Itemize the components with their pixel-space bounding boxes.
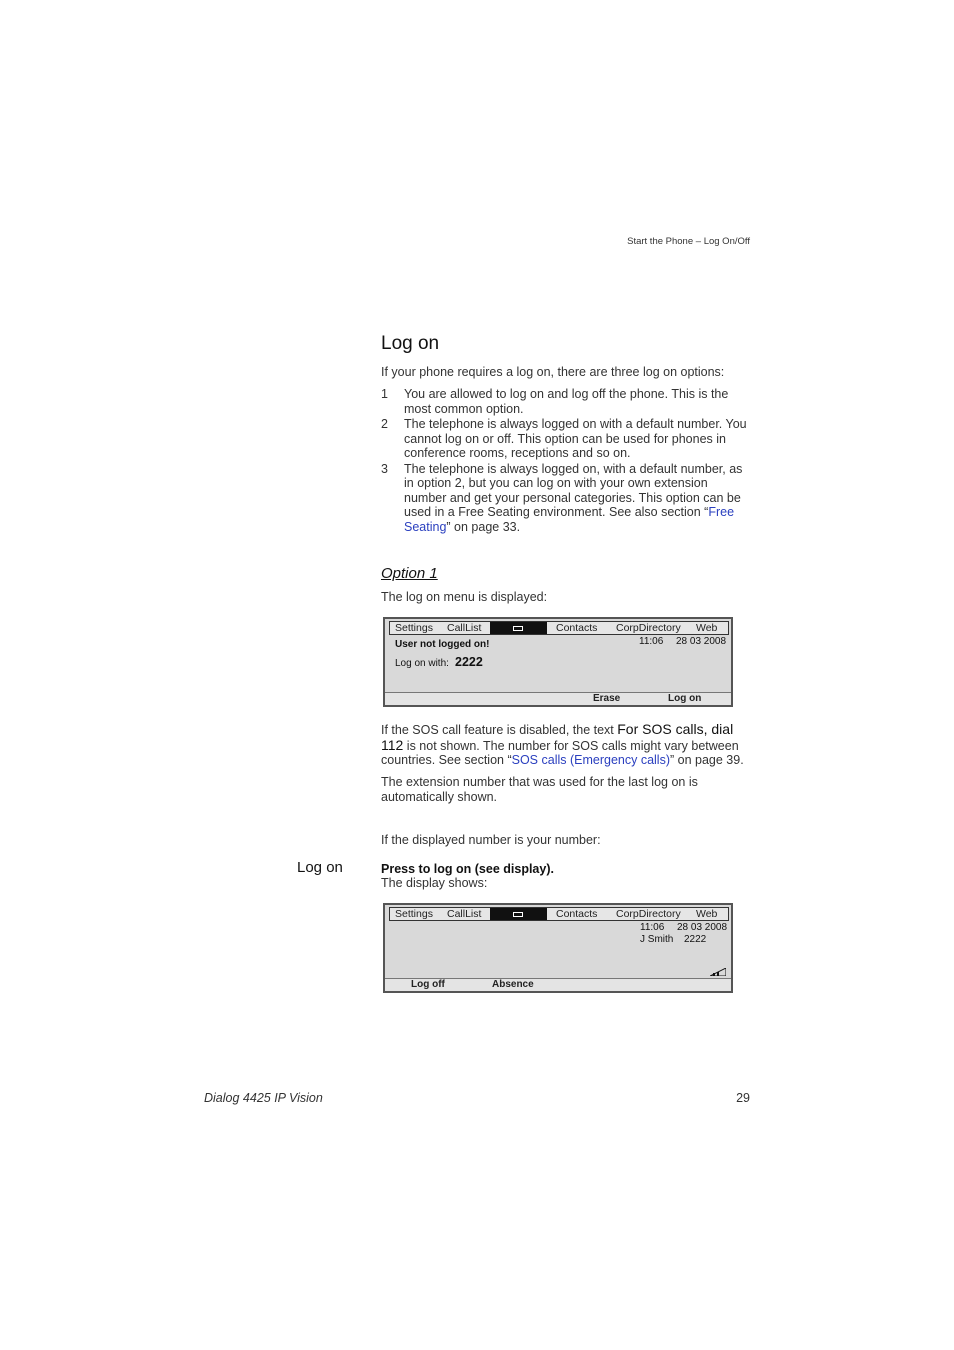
- logon-softkey[interactable]: Log on: [668, 693, 702, 704]
- tab-settings: Settings: [395, 622, 433, 634]
- list-text: [404, 462, 751, 535]
- tab-active: [490, 908, 547, 920]
- option-heading: Option 1: [381, 565, 438, 582]
- list-item: [381, 462, 751, 535]
- display-time: 11:06: [640, 922, 665, 933]
- sos-calls-link[interactable]: SOS calls (Emergency calls): [511, 753, 670, 767]
- logoff-softkey[interactable]: Log off: [411, 979, 445, 990]
- tab-settings: Settings: [395, 908, 433, 920]
- list-text-before: The telephone is always logged on, with a default number, as in option 2, but you can log on with your own extension number and get your personal categories. This option can be used in a Free Seating environment. See also section “: [404, 461, 743, 519]
- running-header: Start the Phone – Log On/Off: [627, 236, 750, 247]
- list-text: The telephone is always logged on with a default number. You cannot log on or off. This option can be used for phones in conference rooms, receptions and so on.: [404, 417, 747, 460]
- phone-icon: [513, 626, 523, 631]
- sos-text: For SOS calls, dial 112: [381, 721, 734, 753]
- tab-calllist: CallList: [447, 622, 482, 634]
- display-tab-bar: [389, 907, 729, 921]
- logon-status: User not logged on!: [395, 639, 490, 650]
- sos-note-after: ” on page 39.: [670, 753, 744, 767]
- list-text-after: ” on page 33.: [446, 519, 521, 534]
- tab-corpdirectory: CorpDirectory: [616, 908, 681, 920]
- list-item: [381, 387, 751, 416]
- phone-display-logged-on: [383, 903, 733, 993]
- phone-display-logon: [383, 617, 733, 707]
- display-tab-bar: [389, 621, 729, 635]
- free-seating-link[interactable]: Free Seating: [404, 505, 735, 534]
- sos-note-before: If the SOS call feature is disabled, the text: [381, 723, 618, 737]
- tab-contacts: Contacts: [556, 622, 598, 634]
- list-item: [381, 417, 751, 461]
- erase-softkey[interactable]: Erase: [593, 693, 621, 704]
- footer-product: Dialog 4425 IP Vision: [204, 1091, 323, 1105]
- soft-key-bar: [385, 978, 731, 991]
- logon-key-label: Log on: [297, 859, 343, 876]
- options-list: [381, 387, 751, 535]
- if-number-text: If the displayed number is your number:: [381, 833, 601, 847]
- phone-icon: [513, 912, 523, 917]
- list-number: 2: [381, 417, 388, 431]
- soft-key-bar: [385, 692, 731, 705]
- page-title: Log on: [381, 333, 440, 354]
- list-text: You are allowed to log on and log off the phone. This is the most common option.: [404, 387, 729, 416]
- page-number: 29: [736, 1091, 750, 1105]
- display-time: 11:06: [639, 636, 664, 647]
- tab-contacts: Contacts: [556, 908, 598, 920]
- list-number: 1: [381, 387, 388, 401]
- signal-icon: [710, 968, 726, 976]
- step-instruction: Press to log on (see display).: [381, 862, 554, 876]
- tab-web: Web: [696, 908, 718, 920]
- list-number: 3: [381, 461, 388, 476]
- display-date: 28 03 2008: [676, 636, 727, 647]
- step-result: The display shows:: [381, 876, 488, 890]
- extension-note: The extension number that was used for the last log on is automatically shown.: [381, 775, 698, 804]
- sos-note: [381, 722, 751, 768]
- display-number: 2222: [684, 934, 707, 945]
- display-date: 28 03 2008: [677, 922, 728, 933]
- absence-softkey[interactable]: Absence: [492, 979, 534, 990]
- intro-text: If your phone requires a log on, there are three log on options:: [381, 365, 725, 379]
- sos-note-middle: is not shown. The number for SOS calls might vary between countries. See section “: [381, 738, 739, 767]
- tab-web: Web: [696, 622, 718, 634]
- display-user: J Smith: [640, 934, 674, 945]
- tab-active: [490, 622, 547, 634]
- logon-number: 2222: [455, 655, 483, 669]
- menu-shown-text: The log on menu is displayed:: [381, 590, 548, 604]
- tab-calllist: CallList: [447, 908, 482, 920]
- logon-label: Log on with:: [395, 658, 449, 669]
- tab-corpdirectory: CorpDirectory: [616, 622, 681, 634]
